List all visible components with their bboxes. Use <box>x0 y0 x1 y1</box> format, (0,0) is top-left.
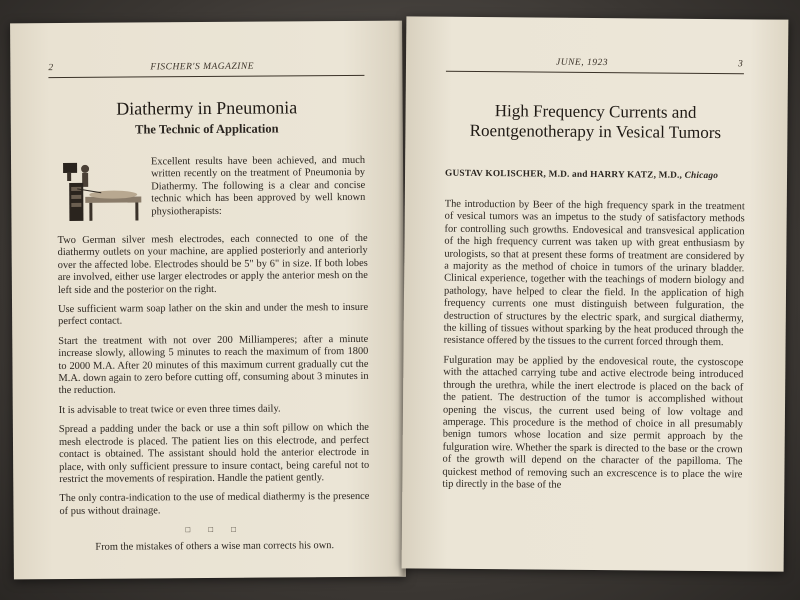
author-names: GUSTAV KOLISCHER, M.D. and HARRY KATZ, M.D., <box>445 168 683 181</box>
intro-paragraph: Excellent results have been achieved, and much written recently on the treatment of Pneumonia by Diathermy. The following is a clear and concise technic which has been approved by well known physiotherapists: <box>150 154 366 218</box>
paragraph: Two German silver mesh electrodes, each connected to one of the diathermy outlets on your machine, are applied posteriorly and anteriorly over the affected lobe. Electrodes should be 5" by 6" in size. If both lobes are involved, either use larger electrodes or apply the anterior mesh on the left side and the posterior on the right. <box>57 232 368 296</box>
closing-quote: From the mistakes of others a wise man corrects his own. <box>95 539 335 553</box>
right-article-body <box>442 199 745 501</box>
page-number: 2 <box>48 63 54 74</box>
paragraph: Fulguration may be applied by the endovesical route, the cystoscope with the attached carrying tube and active electrode being introduced through the urethra, while the inert electrode is placed on the back of the patient. The destruction of the tumor is accomplished without opening the viscus, the current used being of low voltage and amperage. This procedure is the method of choice in all presumably benign tumors whose location and size permit approach by the fulguration wire. Whether the spark is directed to the base or the crown of the growth will depend on the character of the papilloma. The quickest method of removing such an excrescence is to place the wire tip directly in the base of the <box>442 354 744 491</box>
header-rule <box>48 75 364 78</box>
section-ornament: □ □ □ <box>185 524 244 535</box>
article-authors <box>445 169 745 182</box>
article-title <box>435 101 755 144</box>
article-title-line: Roentgenotherapy in Vesical Tumors <box>469 120 722 143</box>
article-subtitle: The Technic of Application <box>135 121 279 137</box>
diathermy-machine-illustration <box>61 158 143 227</box>
paragraph: The introduction by Beer of the high frequency spark in the treatment of vesical tumors was an impetus to the study of satisfactory methods for controlling such growths. Endovesical and transvesical application of the high frequency current was taken up with great enthusiasm by urologists, so that at present these forms of treatment are considered by a majority as the method of choice in tumors of the urinary bladder. Clinical experience, together with the teachings of modern biology and pathology, have helped to clear the field. In the application of high frequency currents one must distinguish between fulguration, the destruction of structures by the electric spark, and surgical diathermy, the killing of tissues without sparking by the heat produced through the resistance offered by the tissues to the current forced through them. <box>443 198 745 349</box>
paragraph: Use sufficient warm soap lather on the skin and under the mesh to insure perfect contact. <box>58 301 369 328</box>
right-page <box>402 16 789 571</box>
running-date: JUNE, 1923 <box>555 57 609 69</box>
paragraph: It is advisable to treat twice or even three times daily. <box>58 403 281 416</box>
left-page <box>10 21 406 580</box>
author-location: Chicago <box>684 170 719 182</box>
running-title: FISCHER'S MAGAZINE <box>150 61 255 73</box>
paragraph: The only contra-indication to the use of medical diathermy is the presence of pus without drainage. <box>59 491 370 517</box>
page-number: 3 <box>737 59 744 70</box>
article-title: Diathermy in Pneumonia <box>116 97 298 119</box>
article-title-line: High Frequency Currents and <box>494 101 697 122</box>
left-article-body <box>58 233 370 561</box>
paragraph: Start the treatment with not over 200 Milliamperes; after a minute increase slowly, allowing 5 minutes to reach the maximum of from 1800 to 2000 M.A. After 20 minutes of this maximum current gradually cut the M.A. down again to zero before cutting off, consuming about 3 minutes in the reduction. <box>58 333 369 397</box>
header-rule <box>446 71 744 75</box>
paragraph: Spread a padding under the back or use a thin soft pillow on which the mesh electrode is placed. The patient lies on this electrode, and perfect contact is obtained. The assistant should hold the anterior electrode in place, with only sufficient pressure to insure contact, being careful not to restrict the movements of respiration. Handle the patient gently. <box>58 422 370 485</box>
